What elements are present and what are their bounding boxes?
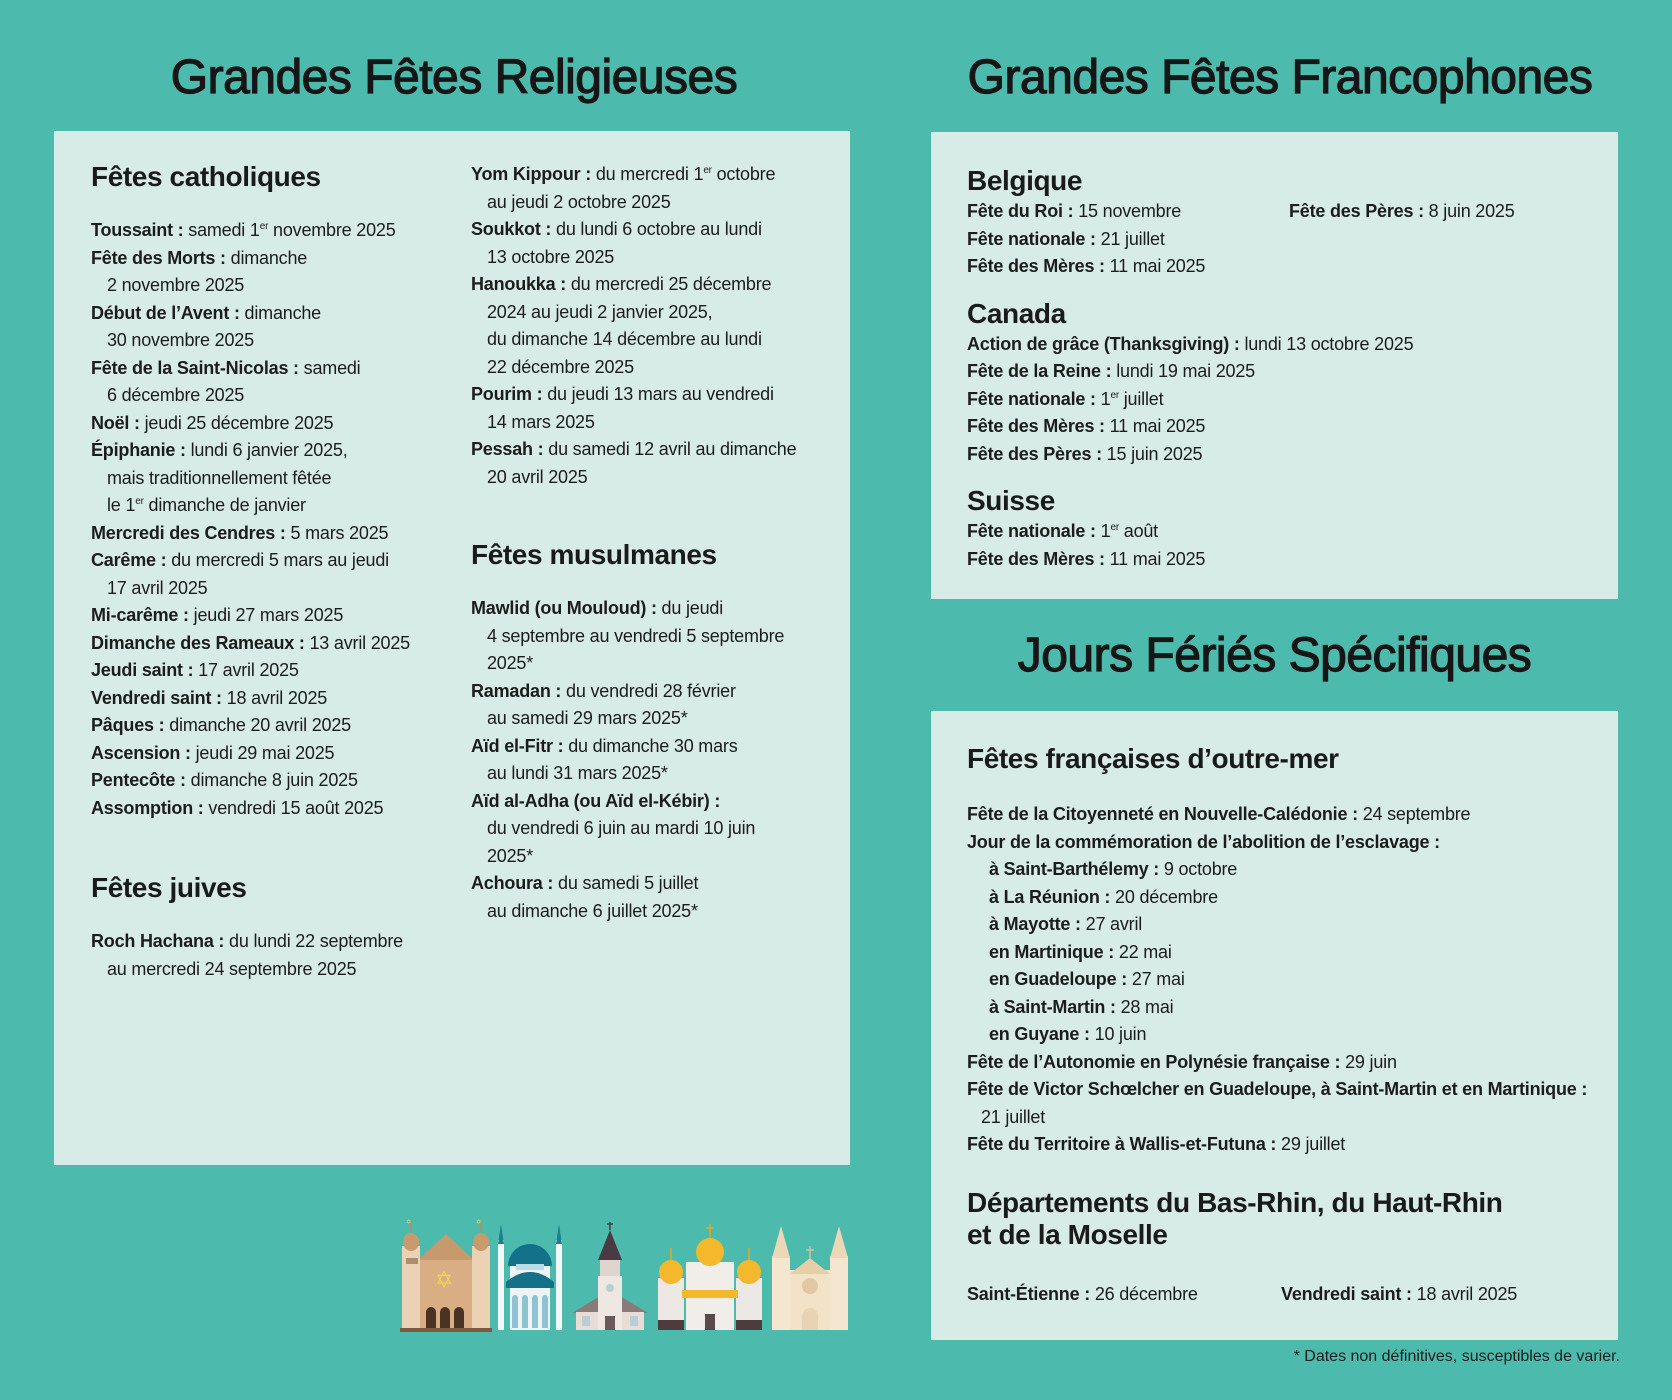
entry-value: 20 décembre (1110, 886, 1218, 907)
entry-continuation: 4 septembre au vendredi 5 septembre (487, 625, 785, 646)
entry-label: Jeudi saint : (91, 660, 194, 680)
entry-continuation: 17 avril 2025 (107, 577, 208, 598)
list-item (91, 767, 441, 795)
religious-col-left (91, 161, 441, 983)
entry-value: 18 avril 2025 (221, 687, 328, 708)
list-item (91, 547, 441, 602)
svg-text:✡: ✡ (435, 1266, 454, 1294)
entry-label: Toussaint : (91, 220, 184, 240)
list-item (967, 911, 1607, 939)
specific-title: Jours Fériés Spécifiques (1017, 629, 1532, 682)
entry-value: 15 juin 2025 (1101, 443, 1203, 464)
list-item (91, 217, 441, 245)
entry-value: jeudi 29 mai 2025 (190, 742, 335, 763)
entry-value: du mercredi 5 mars au jeudi (166, 550, 389, 570)
entry-value-cont: juillet (1118, 388, 1164, 409)
entry-label: Fête du Territoire à Wallis-et-Futuna : (967, 1134, 1277, 1154)
entry-label: Début de l’Avent : (91, 302, 240, 323)
list-item (91, 245, 441, 300)
entry-value: samedi 1 (183, 220, 260, 240)
entry-label: en Guadeloupe : (989, 969, 1128, 989)
alsace-heading-line2: et de la Moselle (967, 1218, 1168, 1250)
entry-label: Action de grâce (Thanksgiving) : (967, 333, 1240, 354)
entry-label: Aïd el-Fitr : (471, 735, 564, 756)
entry-continuation: du vendredi 6 juin au mardi 10 juin (487, 818, 756, 838)
entry-label: Vendredi saint : (91, 687, 222, 708)
entry-value: 13 avril 2025 (304, 632, 410, 653)
entry-continuation: au dimanche 6 juillet 2025* (487, 900, 698, 921)
entry-continuation: 22 décembre 2025 (487, 356, 634, 377)
entry-label: à Mayotte : (989, 914, 1081, 934)
alsace-item (967, 1281, 1198, 1309)
specific-content (967, 743, 1607, 1309)
entry-value-cont: août (1118, 521, 1158, 541)
list-item (471, 271, 831, 381)
entry-value: dimanche 20 avril 2025 (164, 715, 351, 735)
entry-label: Vendredi saint : (1281, 1283, 1412, 1304)
list-item (967, 966, 1607, 994)
entry-value: dimanche (239, 302, 321, 323)
list-item (967, 413, 1587, 441)
jewish-heading: Fêtes juives (91, 872, 247, 903)
svg-text:✡: ✡ (406, 1218, 412, 1226)
entry-label: à La Réunion : (989, 886, 1111, 907)
list-item (471, 216, 831, 271)
entry-continuation: 13 octobre 2025 (487, 246, 615, 267)
entry-value: 1 (1095, 388, 1111, 409)
list-item (967, 939, 1607, 967)
outremer-list (967, 801, 1607, 1159)
jewish-list-right (471, 161, 831, 491)
list-item (91, 300, 441, 355)
entry-label: Fête nationale : (967, 388, 1096, 409)
entry-value: samedi (298, 357, 361, 378)
entry-value: du lundi 22 septembre (224, 931, 403, 951)
list-item (91, 740, 441, 768)
entry-label: Fête de Victor Schœlcher en Guadeloupe, à Saint-Martin et en Martinique : (967, 1079, 1588, 1099)
religious-title: Grandes Fêtes Religieuses (170, 51, 738, 104)
alsace-item (1281, 1281, 1517, 1309)
entry-label: Dimanche des Rameaux : (91, 632, 305, 653)
entry-continuation: 2 novembre 2025 (107, 275, 245, 295)
list-item (91, 520, 441, 548)
specific-panel (931, 711, 1618, 1340)
ordinal-suffix: er (703, 165, 712, 176)
entry-value: du vendredi 28 février (561, 680, 736, 701)
belgique-side-item (1289, 198, 1515, 226)
list-item (1289, 198, 1515, 226)
catholic-heading: Fêtes catholiques (91, 161, 321, 192)
entry-value: 27 mai (1127, 969, 1185, 989)
list-item (91, 630, 441, 658)
outremer-heading: Fêtes françaises d’outre-mer (967, 743, 1339, 774)
list-item (91, 602, 441, 630)
list-item (967, 546, 1587, 574)
entry-continuation: 21 juillet (981, 1106, 1046, 1127)
list-item (91, 685, 441, 713)
list-item (967, 331, 1587, 359)
entry-value: jeudi 27 mars 2025 (188, 605, 344, 625)
list-item (471, 381, 831, 436)
suisse-list (967, 518, 1587, 573)
entry-continuation: mais traditionnellement fêtée (107, 467, 332, 488)
entry-label: Mercredi des Cendres : (91, 522, 286, 543)
list-item (967, 1021, 1607, 1049)
list-item (91, 712, 441, 740)
entry-label: Fête des Mères : (967, 548, 1105, 569)
list-item (967, 1049, 1607, 1077)
list-item (91, 410, 441, 438)
entry-value: 29 juillet (1276, 1134, 1346, 1154)
entry-label: Pessah : (471, 439, 544, 459)
entry-label: en Guyane : (989, 1024, 1090, 1044)
entry-value: du mercredi 1 (591, 164, 704, 184)
list-item (967, 829, 1607, 857)
entry-continuation: 20 avril 2025 (487, 466, 588, 487)
entry-value: du jeudi 13 mars au vendredi (542, 384, 774, 404)
entry-value: 24 septembre (1357, 804, 1471, 824)
entry-value: lundi 6 janvier 2025, (185, 440, 348, 460)
entry-value: 5 mars 2025 (285, 522, 389, 543)
entry-label: Fête de la Citoyenneté en Nouvelle-Calédonie : (967, 804, 1358, 824)
entry-label: Achoura : (471, 873, 554, 893)
entry-value-cont: octobre (711, 164, 776, 184)
entry-value: 28 mai (1115, 996, 1174, 1017)
entry-label: Fête des Pères : (1289, 201, 1424, 221)
list-item (967, 386, 1587, 414)
list-item (471, 595, 831, 678)
list-item (91, 355, 441, 410)
list-item (471, 788, 831, 871)
entry-value: dimanche (225, 247, 308, 268)
entry-value: lundi 19 mai 2025 (1111, 361, 1255, 381)
entry-label: Carême : (91, 550, 167, 570)
ordinal-suffix: er (1110, 522, 1119, 533)
entry-value-cont: novembre 2025 (268, 220, 396, 240)
synagogue-icon (400, 1218, 492, 1332)
entry-continuation: 2025* (487, 845, 534, 866)
ordinal-suffix: er (259, 221, 269, 232)
alsace-heading (967, 1187, 1607, 1251)
entry-label: Noël : (91, 412, 140, 433)
entry-label: Fête de la Saint-Nicolas : (91, 357, 299, 378)
entry-value: du samedi 12 avril au dimanche (543, 439, 797, 459)
canada-list (967, 331, 1587, 469)
list-item (967, 226, 1587, 254)
entry-label: Mi-carême : (91, 605, 189, 625)
church-icon (572, 1222, 648, 1330)
jewish-list-left (91, 928, 441, 983)
entry-label: Aïd al-Adha (ou Aïd el-Kébir) : (471, 790, 721, 811)
entry-continuation: 14 mars 2025 (487, 411, 595, 432)
entry-label: Hanoukka : (471, 274, 567, 294)
list-item (471, 161, 831, 216)
ordinal-suffix: er (1110, 389, 1119, 401)
entry-value: 22 mai (1114, 941, 1172, 962)
entry-label: Fête des Morts : (91, 247, 226, 268)
entry-value: 18 avril 2025 (1411, 1283, 1518, 1304)
entry-label: Fête du Roi : (967, 201, 1074, 221)
entry-label: Pourim : (471, 384, 543, 404)
list-item (967, 358, 1587, 386)
entry-value: du lundi 6 octobre au lundi (551, 219, 762, 239)
entry-label: Mawlid (ou Mouloud) : (471, 598, 657, 618)
entry-label: Yom Kippour : (471, 164, 592, 184)
entry-label: Saint-Étienne : (967, 1283, 1091, 1304)
entry-label: Assomption : (91, 797, 204, 818)
entry-continuation: 2024 au jeudi 2 janvier 2025, (487, 301, 713, 322)
suisse-heading: Suisse (967, 485, 1055, 516)
list-item (91, 657, 441, 685)
entry-label: Fête des Mères : (967, 256, 1105, 276)
entry-value: 11 mai 2025 (1104, 548, 1206, 569)
entry-label: Soukkot : (471, 219, 552, 239)
entry-value: dimanche 8 juin 2025 (185, 770, 358, 790)
alsace-heading-line1: Départements du Bas-Rhin, du Haut-Rhin (967, 1186, 1503, 1218)
religious-panel (54, 131, 850, 1165)
entry-label: à Saint-Martin : (989, 996, 1116, 1017)
entry-label: Fête des Mères : (967, 416, 1105, 436)
entry-label: Fête des Pères : (967, 443, 1102, 464)
entry-label: Épiphanie : (91, 440, 186, 460)
catholic-list (91, 217, 441, 822)
list-item (471, 678, 831, 733)
entry-continuation: 30 novembre 2025 (107, 330, 254, 350)
entry-value: 11 mai 2025 (1104, 256, 1206, 276)
list-item (967, 518, 1587, 546)
entry-label: Fête nationale : (967, 228, 1096, 249)
entry-label: Roch Hachana : (91, 931, 225, 951)
list-item (967, 441, 1587, 469)
entry-value: 26 décembre (1090, 1283, 1198, 1304)
entry-value: 8 juin 2025 (1423, 201, 1515, 221)
entry-label: Fête de la Reine : (967, 361, 1112, 381)
entry-value: 27 avril (1080, 914, 1143, 934)
mosque-icon (498, 1224, 562, 1330)
entry-continuation: 6 décembre 2025 (107, 385, 245, 405)
entry-value: du dimanche 30 mars (563, 735, 738, 756)
francophone-title: Grandes Fêtes Francophones (967, 51, 1593, 104)
entry-continuation: au lundi 31 mars 2025* (487, 763, 668, 783)
entry-label: en Martinique : (989, 941, 1115, 962)
entry-continuation: le 1er dimanche de janvier (107, 495, 306, 515)
list-item (471, 436, 831, 491)
list-item (967, 253, 1587, 281)
entry-label: Fête nationale : (967, 521, 1096, 541)
entry-value: du jeudi (656, 598, 724, 618)
list-item (967, 801, 1607, 829)
canada-heading: Canada (967, 297, 1066, 329)
francophone-panel (931, 132, 1618, 599)
entry-value: 9 octobre (1159, 859, 1238, 879)
entry-label: à Saint-Barthélemy : (989, 859, 1160, 879)
list-item (91, 928, 441, 983)
entry-label: Fête de l’Autonomie en Polynésie française : (967, 1051, 1341, 1072)
entry-value: 1 (1095, 521, 1111, 541)
belgique-heading: Belgique (967, 165, 1083, 196)
entry-label: Jour de la commémoration de l’abolition de l’esclavage : (967, 831, 1440, 852)
svg-text:✡: ✡ (476, 1218, 482, 1226)
ordinal-suffix: er (135, 496, 144, 507)
list-item (967, 884, 1607, 912)
entry-value: 15 novembre (1073, 201, 1182, 221)
belgique-block (967, 198, 1587, 281)
entry-value: jeudi 25 décembre 2025 (139, 412, 334, 433)
entry-value: 11 mai 2025 (1104, 416, 1206, 436)
entry-continuation: au mercredi 24 septembre 2025 (107, 958, 357, 979)
entry-continuation: 2025* (487, 653, 534, 673)
cathedral-icon (772, 1226, 848, 1330)
entry-value: 10 juin (1089, 1024, 1147, 1044)
entry-label: Ascension : (91, 742, 191, 763)
entry-value: 21 juillet (1095, 228, 1165, 249)
list-item (91, 795, 441, 823)
list-item (471, 733, 831, 788)
entry-value: vendredi 15 août 2025 (203, 797, 384, 818)
list-item (967, 1131, 1607, 1159)
entry-label: Pentecôte : (91, 770, 186, 790)
religious-col-right (471, 161, 831, 925)
entry-continuation: au samedi 29 mars 2025* (487, 708, 688, 728)
religious-buildings-illustration (400, 1218, 850, 1333)
entry-value: 29 juin (1340, 1051, 1397, 1072)
entry-value: 17 avril 2025 (193, 660, 299, 680)
entry-value: du mercredi 25 décembre (566, 274, 772, 294)
alsace-list (967, 1281, 1607, 1309)
list-item (967, 994, 1607, 1022)
footnote: * Dates non définitives, susceptibles de varier. (1293, 1348, 1620, 1365)
francophone-content (967, 164, 1587, 573)
entry-label: Ramadan : (471, 680, 562, 701)
orthodox-church-icon (658, 1224, 762, 1330)
entry-value: du samedi 5 juillet (553, 873, 699, 893)
entry-continuation: du dimanche 14 décembre au lundi (487, 329, 762, 349)
list-item (471, 870, 831, 925)
muslim-list (471, 595, 831, 925)
entry-continuation: au jeudi 2 octobre 2025 (487, 191, 671, 212)
entry-label: Pâques : (91, 715, 165, 735)
entry-value: lundi 13 octobre 2025 (1239, 333, 1414, 354)
list-item (967, 1076, 1607, 1131)
muslim-heading: Fêtes musulmanes (471, 539, 717, 570)
list-item (91, 437, 441, 520)
list-item (967, 856, 1607, 884)
